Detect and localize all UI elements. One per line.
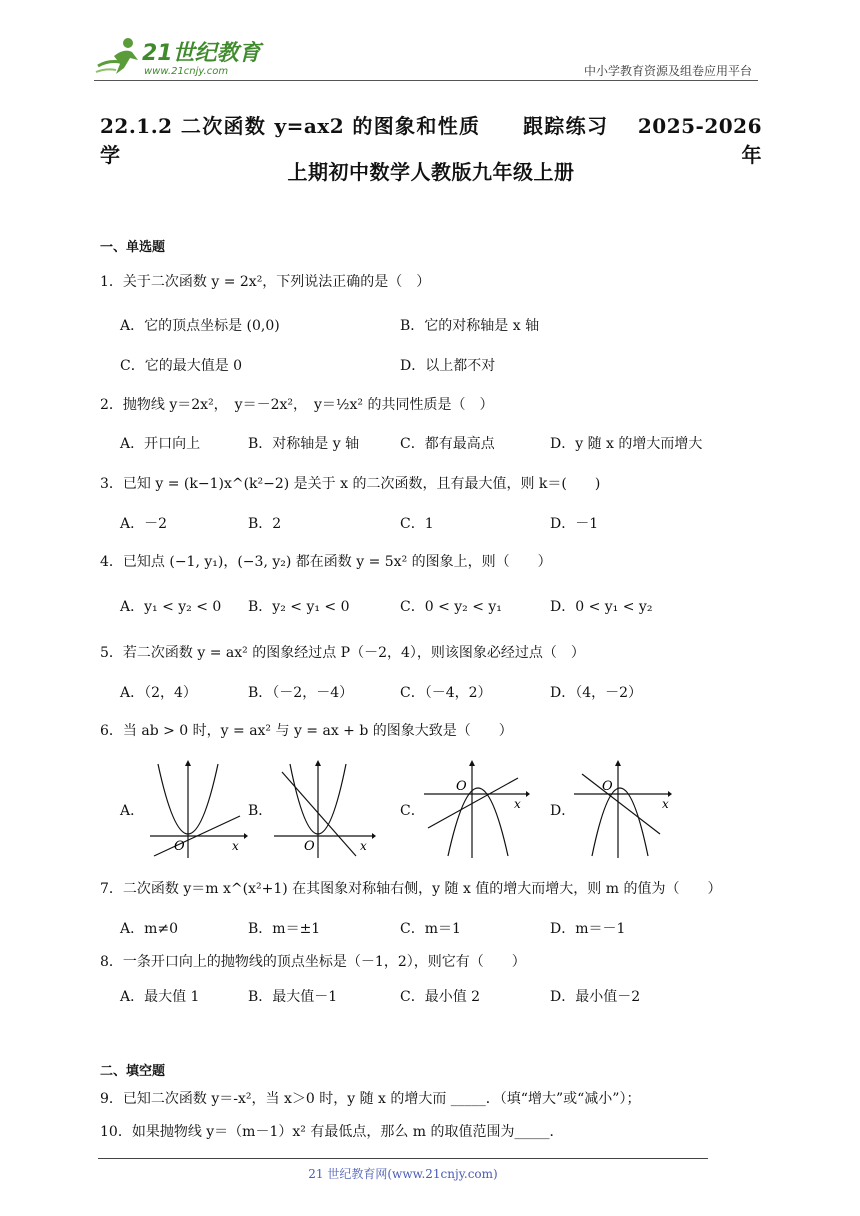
graph-c [422,760,532,860]
question-7-option-c: C．m＝1 [400,921,461,937]
page-title-line2: 上期初中数学人教版九年级上册 [287,160,575,184]
section-heading-single-choice: 一、单选题 [100,240,166,255]
question-8-option-c: C．最小值 2 [400,989,481,1005]
graph-b-origin: O [304,839,315,854]
section-heading-fill-blank: 二、填空题 [100,1064,166,1079]
question-8-option-b: B．最大值－1 [248,989,338,1005]
footer-divider [98,1158,708,1159]
question-3-option-d: D．－1 [550,516,599,532]
question-1-stem: 1．关于二次函数 y = 2x²，下列说法正确的是（ ） [100,274,431,290]
header-divider [94,80,758,81]
question-6-option-d: D． [550,803,576,819]
question-7-option-d: D．m＝－1 [550,921,626,937]
question-3-option-a: A．－2 [120,516,168,532]
graph-d [572,760,682,860]
question-3-option-c: C．1 [400,516,434,532]
question-7-option-a: A．m≠0 [120,921,179,937]
question-1-option-c: C．它的最大值是 0 [120,358,243,374]
graph-c-x-label: x [514,797,521,811]
question-10-stem: 10．如果抛物线 y＝（m－1）x² 有最低点，那么 m 的取值范围为_____． [100,1124,564,1140]
question-5-option-b: B．（－2，－4） [248,685,354,701]
question-2-option-b: B．对称轴是 y 轴 [248,436,360,452]
question-4-option-a: A．y₁ < y₂ < 0 [120,599,222,615]
question-2-stem: 2．抛物线 y＝2x²， y＝－2x²， y＝½x² 的共同性质是（ ） [100,397,494,413]
question-5-option-a: A．（2，4） [120,685,197,701]
runner-icon [96,38,138,74]
question-4-stem: 4．已知点 (−1, y₁)，(−3, y₂) 都在函数 y = 5x² 的图象上，则（ ） [100,554,552,570]
question-5-option-c: C．（－4，2） [400,685,492,701]
footer-link[interactable]: 21 世纪教育网(www.21cnjy.com) [308,1167,498,1181]
graph-c-origin: O [456,779,467,794]
question-4-option-b: B．y₂ < y₁ < 0 [248,599,350,615]
graph-a-origin: O [174,839,185,854]
question-6-option-a: A． [120,803,145,819]
question-8-option-d: D．最小值－2 [550,989,641,1005]
question-2-option-d: D．y 随 x 的增大而增大 [550,436,703,452]
question-2-option-a: A．开口向上 [120,436,201,452]
site-logo [94,34,264,80]
question-1-option-b: B．它的对称轴是 x 轴 [400,318,540,334]
question-8-stem: 8．一条开口向上的抛物线的顶点坐标是（－1，2），则它有（ ） [100,954,526,970]
question-8-option-a: A．最大值 1 [120,989,200,1005]
question-7-option-b: B．m＝±1 [248,921,321,937]
question-5-stem: 5．若二次函数 y = ax² 的图象经过点 P（－2，4），则该图象必经过点（ ） [100,645,585,661]
question-1-option-a: A．它的顶点坐标是 (0,0) [120,318,280,334]
graph-b [272,760,377,860]
question-5-option-d: D．（4，－2） [550,685,643,701]
question-7-stem: 7．二次函数 y＝m x^(x²+1) 在其图象对称轴右侧，y 随 x 值的增大而增大，则 m 的值为（ ） [100,881,722,897]
question-1-option-d: D．以上都不对 [400,358,496,374]
question-3-stem: 3．已知 y = (k−1)x^(k²−2) 是关于 x 的二次函数，且有最大值，则 k＝( ) [100,476,601,492]
graph-d-x-label: x [662,797,669,811]
question-6-option-b: B． [248,803,273,819]
graph-a-x-label: x [232,839,239,853]
question-6-option-c: C． [400,803,425,819]
graph-b-x-label: x [360,839,367,853]
logo-text: 21世纪教育 [142,41,261,66]
question-9-stem: 9．已知二次函数 y＝-x²，当 x＞0 时，y 随 x 的增大而 _____．（填“增大”或“减小”）； [100,1091,641,1107]
logo-url: www.21cnjy.com [144,66,229,77]
graph-d-origin: O [602,779,613,794]
graph-a [148,760,248,860]
question-4-option-d: D．0 < y₁ < y₂ [550,599,653,615]
question-4-option-c: C．0 < y₂ < y₁ [400,599,502,615]
platform-name: 中小学教育资源及组卷应用平台 [583,64,752,78]
question-3-option-b: B．2 [248,516,282,532]
question-2-option-c: C．都有最高点 [400,436,495,452]
question-6-stem: 6．当 ab > 0 时，y = ax² 与 y = ax + b 的图象大致是（ ） [100,723,513,739]
page-title-line1: 22.1.2 二次函数 y=ax2 的图象和性质 跟踪练习 2025-2026 学年 [100,114,762,167]
